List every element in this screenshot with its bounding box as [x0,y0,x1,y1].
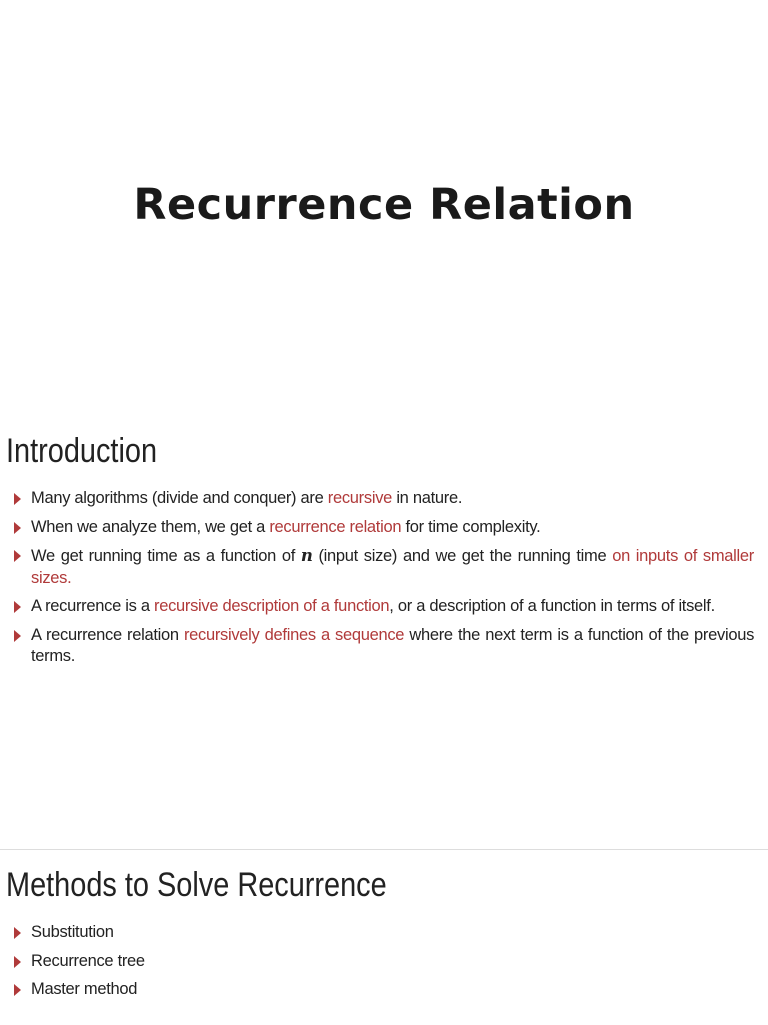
bullet-item [14,979,754,1001]
highlight-text: on inputs of smaller sizes. [31,547,754,587]
highlight-text: recursively defines a sequence [183,625,405,644]
bullet-item [14,625,754,668]
bullet-list [14,922,754,1008]
slide-heading: Introduction [6,432,158,470]
bullet-item [14,951,754,973]
slide-heading: Methods to Solve Recurrence [6,866,387,904]
methods-slide [0,849,768,1025]
bullet-item [14,922,754,944]
bullet-arrow-icon [14,630,21,642]
bullet-arrow-icon [14,984,21,996]
text: We get running time as a function of [31,547,301,565]
highlight-text: recurrence relation [269,517,402,536]
text: Recurrence tree [31,951,145,970]
bullet-arrow-icon [14,493,21,505]
text: When we analyze them, we get a [31,517,270,536]
bullet-arrow-icon [14,956,21,968]
text: , or a description of a function in terms of itself. [389,597,715,615]
bullet-arrow-icon [14,601,21,613]
bullet-arrow-icon [14,522,21,534]
text: Many algorithms (divide and conquer) are [31,489,328,507]
text: where the next term is a function of the previous terms. [31,625,755,665]
bullet-item [14,545,754,589]
math-variable: n [300,546,313,565]
title-slide [0,0,768,432]
bullet-list [14,488,754,675]
text: in nature. [392,489,463,507]
text: Substitution [31,923,114,941]
introduction-slide [0,432,768,849]
text: (input size) and we get the running time [312,547,613,565]
bullet-arrow-icon [14,927,21,939]
highlight-text: recursive description of a function [154,597,390,615]
slide-title: Recurrence Relation [133,180,635,230]
text: A recurrence is a [31,597,154,615]
text: A recurrence relation [31,625,184,644]
text: Master method [31,980,138,998]
bullet-arrow-icon [14,550,21,562]
bullet-item [14,488,754,510]
bullet-item [14,596,754,618]
text: for time complexity. [401,517,541,536]
highlight-text: recursive [327,489,393,507]
bullet-item [14,517,754,539]
